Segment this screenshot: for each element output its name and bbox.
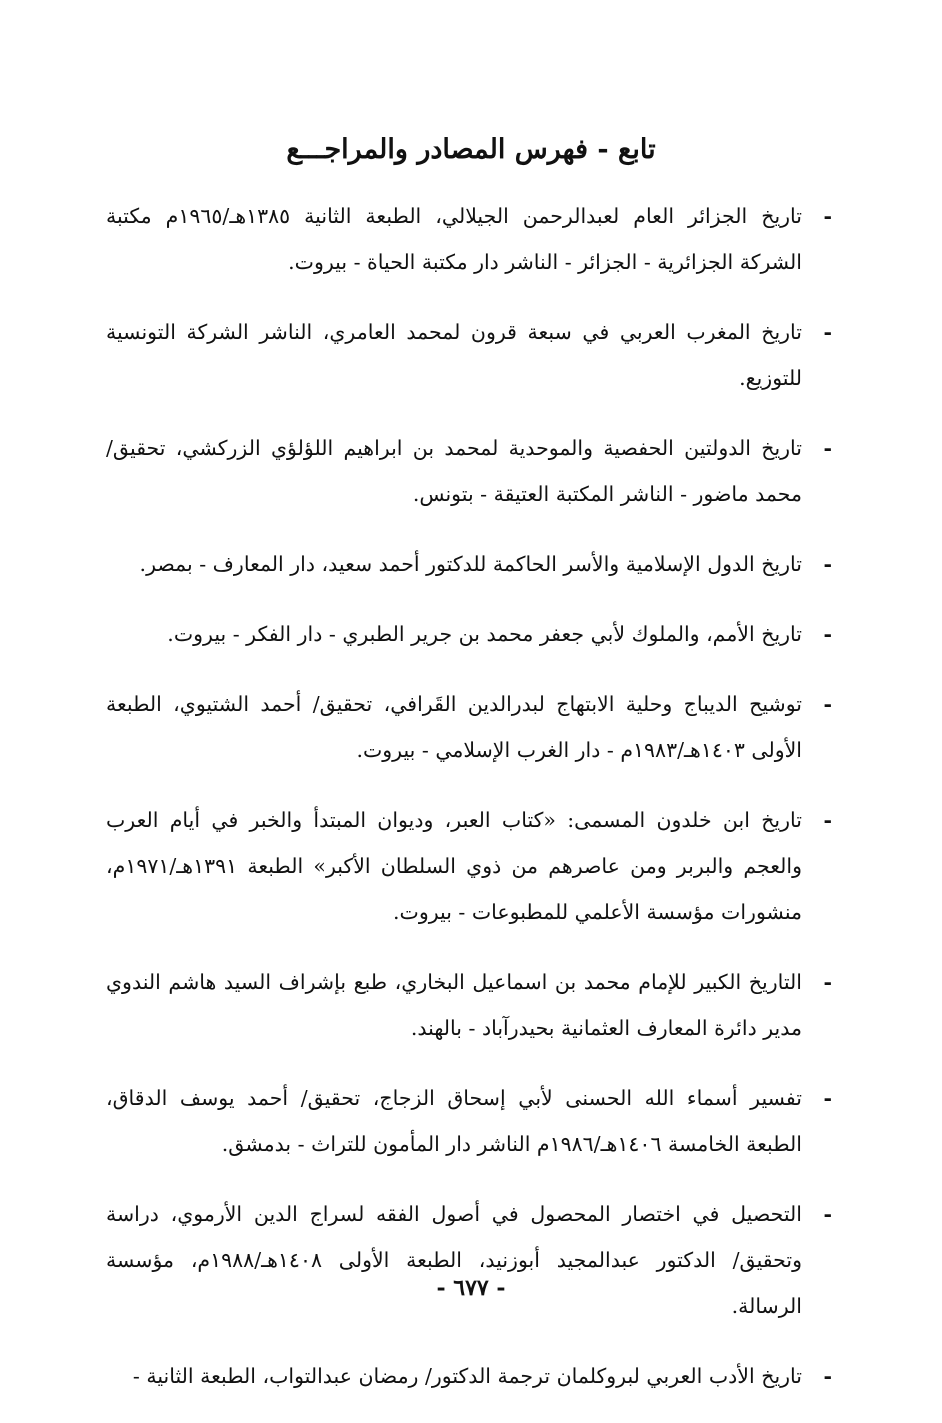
- bibliography-entry: [106, 1075, 832, 1167]
- entry-text: تاريخ المغرب العربي في سبعة قرون لمحمد العامري، الناشر الشركة التونسية للتوزيع.: [106, 320, 802, 390]
- entry-dash: -: [823, 622, 832, 646]
- entry-dash: -: [823, 320, 832, 344]
- entry-dash: -: [823, 552, 832, 576]
- bibliography-entry: [106, 425, 832, 517]
- bibliography-entry: [106, 1191, 832, 1329]
- entry-text: التاريخ الكبير للإمام محمد بن اسماعيل البخاري، طبع بإشراف السيد هاشم الندوي مدير دائرة المعارف العثمانية بحيدرآباد - بالهند.: [106, 970, 802, 1040]
- entry-dash: -: [823, 1086, 832, 1110]
- entry-dash: -: [823, 808, 832, 832]
- bibliography-entry: [106, 541, 832, 587]
- entry-text: تاريخ الأدب العربي لبروكلمان ترجمة الدكتور/ رمضان عبدالتواب، الطبعة الثانية -: [132, 1364, 802, 1388]
- entry-text: تاريخ الأمم، والملوك لأبي جعفر محمد بن جرير الطبري - دار الفكر - بيروت.: [167, 622, 802, 646]
- page-title: تابع - فهرس المصادر والمراجـــع: [286, 134, 656, 165]
- entry-text: التحصيل في اختصار المحصول في أصول الفقه لسراج الدين الأرموي، دراسة وتحقيق/ الدكتور عبدالمجيد أبوزنيد، الطبعة الأولى ١٤٠٨هـ/١٩٨٨م، مؤسسة الرسالة.: [106, 1202, 803, 1318]
- entry-text: توشيح الديباج وحلية الابتهاج لبدرالدين القَرافي، تحقيق/ أحمد الشتيوي، الطبعة الأولى ١٤٠٣هـ/١٩٨٣م - دار الغرب الإسلامي - بيروت.: [106, 692, 802, 762]
- bibliography-entry: [106, 1353, 832, 1399]
- entry-text: تاريخ ابن خلدون المسمى: «كتاب العبر، وديوان المبتدأ والخبر في أيام العرب والعجم والبربر ومن عاصرهم من ذوي السلطان الأكبر» الطبعة ١٣٩١هـ/١٩٧١م، منشورات مؤسسة الأعلمي للمطبوعات - بيروت.: [106, 808, 802, 924]
- bibliography-entry: [106, 681, 832, 773]
- bibliography-entry: [106, 611, 832, 657]
- bibliography-list: [106, 193, 832, 1423]
- entry-dash: -: [823, 204, 832, 228]
- bibliography-entry: [106, 193, 832, 285]
- entry-dash: -: [823, 436, 832, 460]
- entry-dash: -: [823, 1202, 832, 1226]
- entry-dash: -: [823, 692, 832, 716]
- bibliography-entry: [106, 309, 832, 401]
- entry-text: تفسير أسماء الله الحسنى لأبي إسحاق الزجاج، تحقيق/ أحمد يوسف الدقاق، الطبعة الخامسة ١٤٠٦هـ/١٩٨٦م الناشر دار المأمون للتراث - بدمشق.: [106, 1086, 802, 1156]
- page-number: - ٦٧٧ -: [436, 1275, 506, 1301]
- entry-text: تاريخ الدولتين الحفصية والموحدية لمحمد بن ابراهيم اللؤلؤي الزركشي، تحقيق/محمد ماضور - الناشر المكتبة العتيقة - بتونس.: [106, 436, 802, 506]
- entry-text: تاريخ الجزائر العام لعبدالرحمن الجيلالي، الطبعة الثانية ١٣٨٥هـ/١٩٦٥م مكتبة الشركة الجزائرية - الجزائر - الناشر دار مكتبة الحياة - بيروت.: [106, 204, 802, 274]
- entry-dash: -: [823, 970, 832, 994]
- entry-dash: -: [823, 1364, 832, 1388]
- bibliography-entry: [106, 797, 832, 935]
- bibliography-entry: [106, 959, 832, 1051]
- entry-text: تاريخ الدول الإسلامية والأسر الحاكمة للدكتور أحمد سعيد، دار المعارف - بمصر.: [139, 552, 802, 576]
